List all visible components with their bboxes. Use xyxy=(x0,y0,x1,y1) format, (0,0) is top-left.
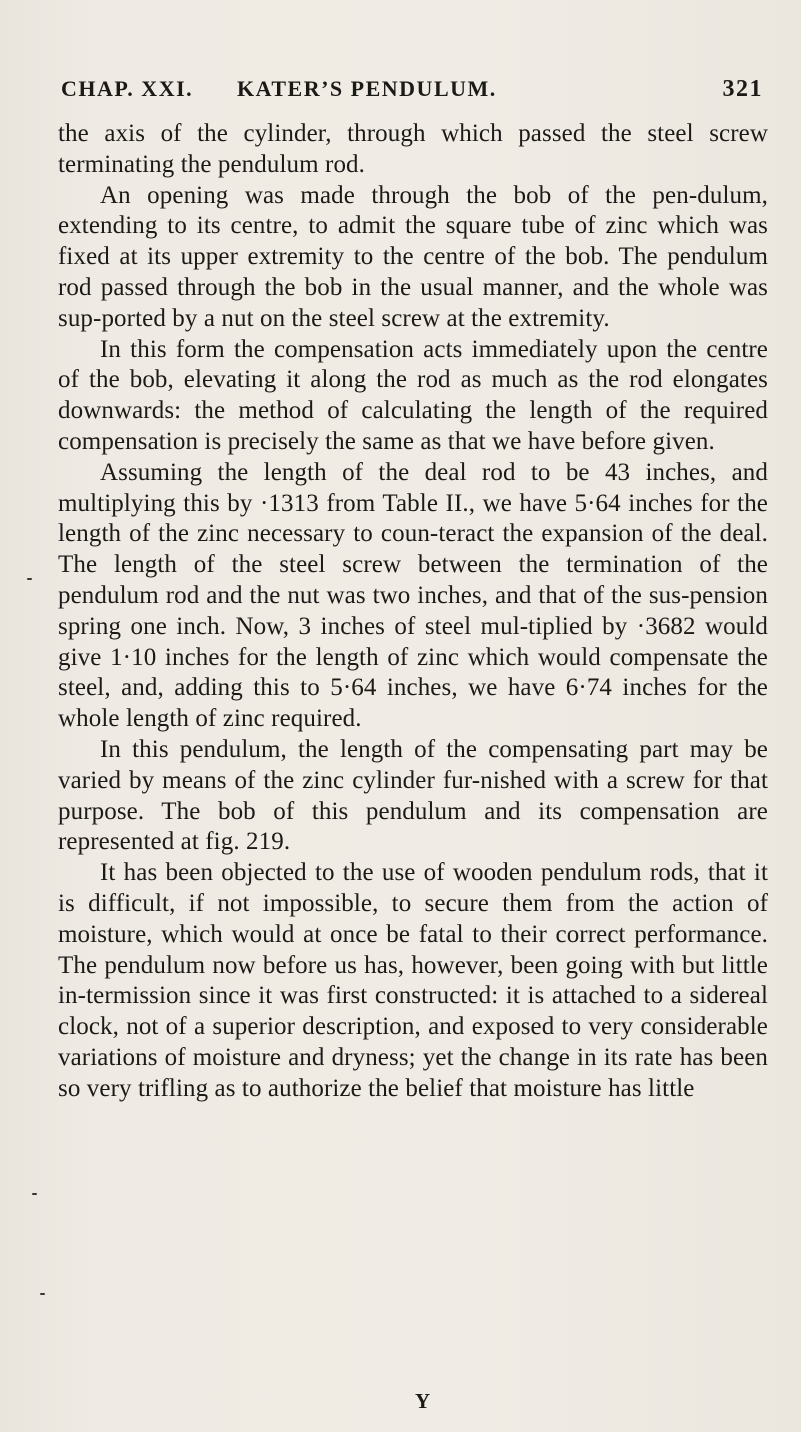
paragraph: the axis of the cylinder, through which passed the steel screw terminating the pendulum rod. xyxy=(58,120,768,178)
margin-speck xyxy=(27,578,32,580)
margin-speck xyxy=(32,1193,37,1195)
paragraph: It has been objected to the use of wooden pendulum rods, that it is difficult, if not impossible, to secure them from the action of moisture, which would at once be fatal to their correct performance. The pendulum now before us has, however, been going with but little in-termission since it was first constructed: it is attached to a sidereal clock, not of a superior description, and exposed to very considerable variations of moisture and dryness; yet the change in its rate has been so very trifling as to authorize the belief that moisture has little xyxy=(58,859,768,1102)
paragraph: An opening was made through the bob of the pen-dulum, extending to its centre, to admit the square tube of zinc which was fixed at its upper extremity to the centre of the bob. The pendulum rod passed through the bob in the usual manner, and the whole was sup-ported by a nut on the steel screw at the extremity. xyxy=(58,181,768,332)
signature-mark: Y xyxy=(415,1389,431,1413)
body-text xyxy=(58,119,768,1105)
paragraph: Assuming the length of the deal rod to be 43 inches, and multiplying this by ·1313 from Table II., we have 5·64 inches for the length of the zinc necessary to coun-teract the expansion of the deal. The length of the steel screw between the termination of the pendulum rod and the nut was two inches, and that of the sus-pension spring one inch. Now, 3 inches of steel mul-tiplied by ·3682 would give 1·10 inches for the length of zinc which would compensate the steel, and, adding this to 5·64 inches, we have 6·74 inches for the whole length of zinc required. xyxy=(58,458,768,733)
page-number: 321 xyxy=(722,76,763,102)
running-header xyxy=(61,76,763,106)
chapter-label: CHAP. XXI. xyxy=(61,76,194,101)
running-title: KATER’S PENDULUM. xyxy=(237,76,497,101)
paragraph: In this pendulum, the length of the compensating part may be varied by means of the zinc cylinder fur-nished with a screw for that purpose. The bob of this pendulum and its compensation are represented at fig. 219. xyxy=(58,735,768,856)
paragraph: In this form the compensation acts immediately upon the centre of the bob, elevating it along the rod as much as the rod elongates downwards: the method of calculating the length of the required compensation is precisely the same as that we have before given. xyxy=(58,335,768,455)
margin-speck xyxy=(40,1293,45,1295)
